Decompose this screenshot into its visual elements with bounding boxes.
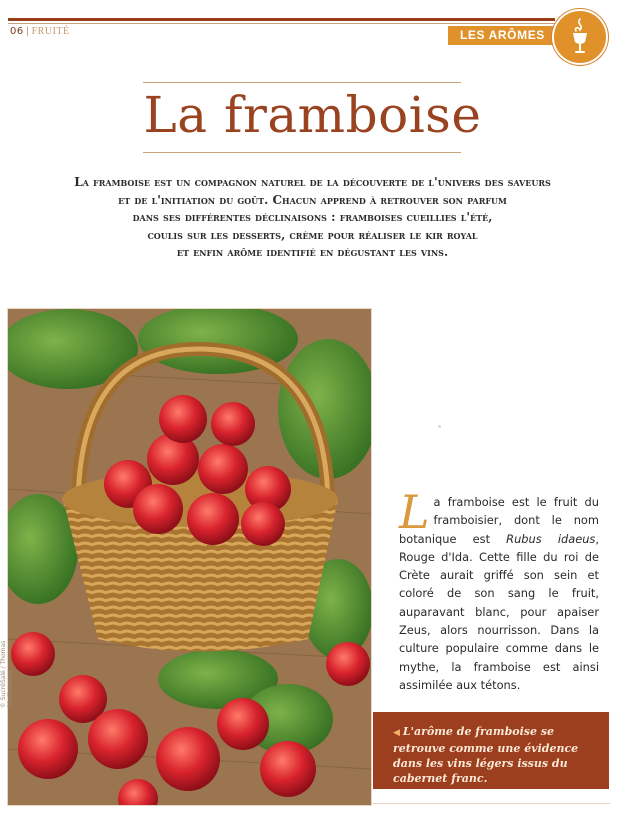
page-title: La framboise — [143, 86, 482, 144]
body-paragraph — [399, 485, 599, 694]
intro-line: et de l'initiation du goût. Chacun apprend à retrouver son parfum — [118, 192, 507, 207]
intro-line: dans ses différentes déclinaisons : framboises cueillies l'été, — [132, 210, 493, 224]
section-badge — [552, 9, 608, 65]
tip-text: L'arôme de framboise se retrouve comme une évidence dans les vins légers issus du cabernet franc. — [393, 725, 579, 785]
drop-cap: L — [399, 485, 430, 539]
bottom-rule — [372, 803, 610, 804]
header-rule — [8, 18, 555, 21]
photo-credit: © SucréSalé / Thomas Dhellemmes — [0, 640, 14, 708]
raspberry-basket-photo — [7, 308, 372, 806]
photo-illustration — [8, 309, 371, 805]
folio — [10, 26, 70, 37]
category-tag: LES ARÔMES — [448, 26, 580, 45]
intro-line: coulis sur les desserts, crème pour réaliser le kir royal — [147, 227, 478, 242]
section-label: FRUITÉ — [31, 26, 70, 37]
tip-box — [373, 712, 609, 789]
body-text-part2: , Rouge d'Ida. Cette fille du roi de Crète aurait griffé son sein et coloré de son sang le fruit, auparavant blanc, pour apaiser Zeus, alors nourrisson. Dans la culture populaire comme dans le mythe, la framboise est ainsi assimilée aux tétons. — [399, 531, 599, 692]
intro-paragraph — [30, 174, 595, 262]
folio-separator: | — [25, 26, 30, 37]
wine-glass-icon — [554, 11, 606, 63]
header-rule-thin — [8, 23, 555, 24]
intro-line: et enfin arôme identifié en dégustant les vins. — [176, 245, 449, 259]
decorative-dot — [438, 425, 441, 428]
tip-text-container — [393, 724, 603, 786]
page-number: 06 — [10, 26, 24, 37]
intro-line: La framboise est un compagnon naturel de la découverte de l'univers des saveurs — [74, 175, 551, 189]
body-text-part1: a framboise est le fruit du framboisier, dont le nom botanique est — [399, 495, 599, 546]
triangle-left-icon: ◀ — [393, 728, 400, 738]
title-rule-bottom — [143, 152, 461, 153]
latin-name: Rubus idaeus — [506, 531, 596, 546]
title-rule-top — [143, 82, 461, 83]
